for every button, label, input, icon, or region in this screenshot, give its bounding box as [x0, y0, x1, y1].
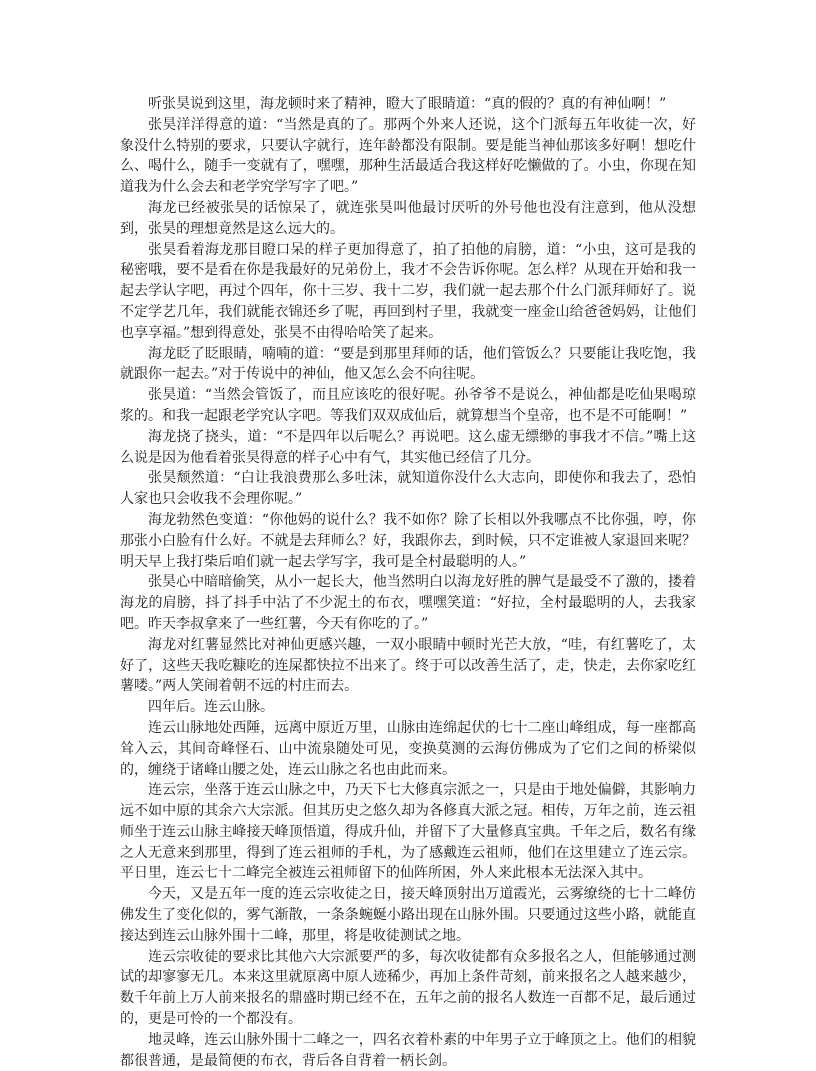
paragraph: 连云山脉地处西陲，远离中原近万里，山脉由连绵起伏的七十二座山峰组成，每一座都高耸入云，其间奇峰怪石、山中流泉随处可见，变换莫测的云海仿佛成为了它们之间的桥梁似的，缠绕于诸峰山腰之处，连云山脉之名也由此而来。: [120, 719, 696, 778]
paragraph: 听张昊说到这里，海龙顿时来了精神，瞪大了眼睛道：“真的假的？真的有神仙啊！”: [148, 96, 667, 112]
paragraph: 海龙眨了眨眼睛，喃喃的道：“要是到那里拜师的话，他们管饭么？只要能让我吃饱，我就跟你一起去。”对于传说中的神仙，他又怎么会不向往呢。: [120, 345, 696, 383]
paragraph: 海龙对红薯显然比对神仙更感兴趣，一双小眼睛中顿时光芒大放，“哇，有红薯吃了，太好了，这些天我吃糠吃的连屎都快拉不出来了。终于可以改善生活了，走，快走，去你家吃红薯喽。”两人笑闹着朝不远的村庄而去。: [120, 636, 696, 695]
section-heading: 四年后。连云山脉。: [148, 699, 274, 716]
paragraph: 海龙挠了挠头，道：“不是四年以后呢么？再说吧。这么虚无缥缈的事我才不信。”嘴上这么说是因为他看着张昊得意的样子心中有气，其实他已经信了几分。: [120, 428, 696, 466]
paragraph: 张昊看着海龙那目瞪口呆的样子更加得意了，拍了拍他的肩膀，道：“小虫，这可是我的秘密哦，要不是看在你是我最好的兄弟份上，我才不会告诉你呢。怎么样？从现在开始和我一起去学认字吧，再过个四年，你十三岁、我十二岁，我们就一起去那个什么门派拜师好了。说不定学艺几年，我们就能衣锦还乡了呢，再回到村子里，我就变一座金山给爸爸妈妈，让他们也享享福。”想到得意处，张昊不由得哈哈笑了起来。: [120, 241, 696, 341]
paragraph: 连云宗，坐落于连云山脉之中，乃天下七大修真宗派之一，只是由于地处偏僻，其影响力远不如中原的其余六大宗派。但其历史之悠久却为各修真大派之冠。相传，万年之前，连云祖师坐于连云山脉主峰接天峰顶悟道，得成升仙，并留下了大量修真宝典。千年之后，数名有缘之人无意来到那里，得到了连云祖师的手札，为了感戴连云祖师，他们在这里建立了连云宗。平日里，连云七十二峰完全被连云祖师留下的仙阵所困，外人来此根本无法深入其中。: [120, 782, 696, 882]
paragraph: 今天，又是五年一度的连云宗收徒之日，接天峰顶射出万道霞光，云雾缭绕的七十二峰仿佛发生了变化似的，雾气渐散，一条条蜿蜒小路出现在山脉外围。只要通过这些小路，就能直接达到连云山脉外围十二峰，那里，将是收徒测试之地。: [120, 886, 696, 944]
paragraph: 张昊道：“当然会管饭了，而且应该吃的很好呢。孙爷爷不是说么，神仙都是吃仙果喝琼浆的。和我一起跟老学究认字吧。等我们双双成仙后，就算想当个皇帝，也不是不可能啊！”: [120, 387, 696, 424]
paragraph: 连云宗收徒的要求比其他六大宗派要严的多，每次收徒都有众多报名之人，但能够通过测试的却寥寥无几。本来这里就原离中原人迹稀少，再加上条件苛刻，前来报名之人越来越少，数千年前上万人前来报名的鼎盛时期已经不在，五年之前的报名人数连一百都不足，最后通过的，更是可怜的一个都没有。: [120, 948, 696, 1028]
paragraph: 张昊心中暗暗偷笑，从小一起长大，他当然明白以海龙好胜的脾气是最受不了激的，搂着海龙的肩膀，抖了抖手中沾了不少泥土的布衣，嘿嘿笑道：“好拉，全村最聪明的人，去我家吧。昨天李叔拿来了一些红薯，今天有你吃的了。”: [120, 574, 696, 632]
document-page: [120, 94, 696, 1071]
paragraph: 海龙已经被张昊的话惊呆了，就连张昊叫他最讨厌听的外号他也没有注意到，他从没想到，张昊的理想竟然是这么远大的。: [120, 199, 696, 237]
paragraph: 张昊颓然道：“白让我浪费那么多吐沫，就知道你没什么大志向，即使你和我去了，恐怕人家也只会收我不会理你呢。”: [120, 470, 696, 508]
paragraph: 张昊洋洋得意的道：“当然是真的了。那两个外来人还说，这个门派每五年收徒一次，好象没什么特别的要求，只要认字就行，连年龄都没有限制。要是能当神仙那该多好啊！想吃什么、喝什么，随手一变就有了，嘿嘿，那种生活最适合我这样好吃懒做的了。小虫，你现在知道我为什么会去和老学究学写字了吧。”: [120, 116, 696, 196]
paragraph: 地灵峰，连云山脉外围十二峰之一，四名衣着朴素的中年男子立于峰顶之上。他们的相貌都很普通，是最简便的布衣，背后各自背着一柄长剑。: [120, 1031, 696, 1069]
paragraph: 海龙勃然色变道：“你他妈的说什么？我不如你？除了长相以外我哪点不比你强，哼，你那张小白脸有什么好。不就是去拜师么？好，我跟你去，到时候，只不定谁被人家退回来呢？明天早上我打柴后咱们就一起去学写字，我可是全村最聪明的人。”: [120, 511, 696, 570]
